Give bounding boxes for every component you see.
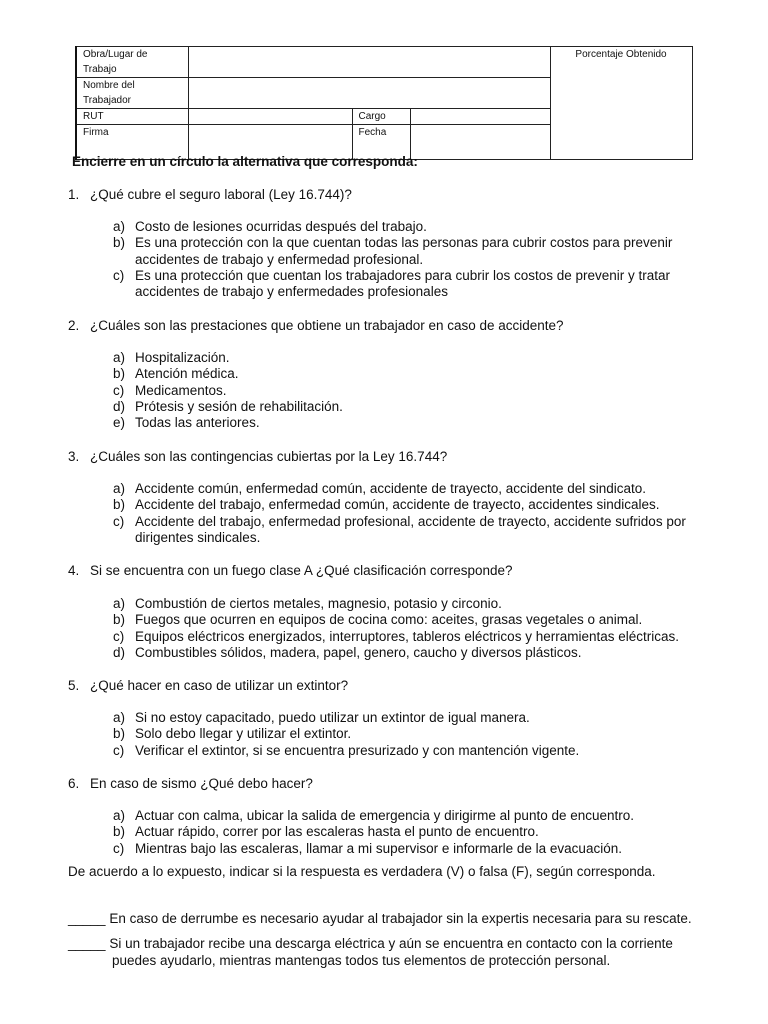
question-2 [68, 318, 564, 333]
answer-blank[interactable]: _____ [68, 936, 106, 951]
question-2-options [113, 350, 713, 431]
fecha-label: Fecha [352, 125, 410, 160]
question-text: ¿Cuáles son las prestaciones que obtiene un trabajador en caso de accidente? [90, 318, 564, 333]
option-a[interactable]: a) Costo de lesiones ocurridas después del trabajo. [113, 219, 427, 234]
cargo-label: Cargo [352, 109, 410, 125]
true-false-instruction: De acuerdo a lo expuesto, indicar si la respuesta es verdadera (V) o falsa (F), según corresponda. [68, 864, 656, 879]
option-c[interactable]: c) Equipos eléctricos energizados, interruptores, tableros eléctricos y herramientas eléctricas. [113, 628, 680, 644]
question-text: ¿Qué cubre el seguro laboral (Ley 16.744)? [90, 187, 352, 202]
question-number: 3. [68, 449, 80, 464]
option-c[interactable]: c) Es una protección que cuentan los trabajadores para cubrir los costos de prevenir y tratar accidentes de trabajo y enfermedades profesionales [113, 267, 671, 300]
option-a[interactable]: a) Actuar con calma, ubicar la salida de emergencia y dirigirme al punto de encuentro. [113, 808, 635, 823]
tf-item-2 [68, 935, 728, 969]
option-c[interactable]: c) Mientras bajo las escaleras, llamar a mi supervisor e informarle de la evacuación. [113, 840, 622, 856]
answer-blank[interactable]: _____ [68, 911, 106, 926]
statement-continuation: puedes ayudarlo, mientras mantengas todos tus elementos de protección personal. [112, 953, 611, 968]
question-4-options [113, 596, 713, 661]
question-number: 1. [68, 187, 80, 202]
cargo-field[interactable] [410, 109, 550, 125]
option-e[interactable]: e) Todas las anteriores. [113, 415, 260, 431]
option-a[interactable]: a) Combustión de ciertos metales, magnesio, potasio y circonio. [113, 596, 502, 611]
question-5-options [113, 710, 713, 759]
question-1 [68, 187, 352, 202]
question-number: 6. [68, 776, 80, 791]
question-number: 2. [68, 318, 80, 333]
option-a[interactable]: a) Accidente común, enfermedad común, accidente de trayecto, accidente del sindicato. [113, 481, 647, 496]
question-text: ¿Qué hacer en caso de utilizar un extintor? [90, 678, 349, 693]
question-4 [68, 563, 513, 578]
nombre-label: Nombre del Trabajador [76, 78, 188, 109]
question-text: En caso de sismo ¿Qué debo hacer? [90, 776, 313, 791]
question-5 [68, 678, 348, 693]
option-b[interactable]: b) Atención médica. [113, 366, 239, 382]
rut-label: RUT [76, 109, 188, 125]
option-a[interactable]: a) Hospitalización. [113, 350, 230, 365]
question-6 [68, 776, 313, 791]
question-number: 5. [68, 678, 80, 693]
fecha-field[interactable] [410, 125, 550, 160]
option-c[interactable]: c) Medicamentos. [113, 382, 227, 398]
option-b[interactable]: b) Accidente del trabajo, enfermedad común, accidente de trayecto, accidentes sindicales. [113, 497, 660, 513]
nombre-field[interactable] [188, 78, 550, 109]
option-b[interactable]: b) Solo debo llegar y utilizar el extintor. [113, 726, 352, 742]
option-d[interactable]: d) Prótesis y sesión de rehabilitación. [113, 398, 343, 414]
statement-text: Si un trabajador recibe una descarga eléctrica y aún se encuentra en contacto con la corriente [109, 936, 673, 951]
option-b[interactable]: b) Actuar rápido, correr por las escaleras hasta el punto de encuentro. [113, 824, 539, 840]
question-3 [68, 449, 447, 464]
question-text: Si se encuentra con un fuego clase A ¿Qué clasificación corresponde? [90, 563, 513, 578]
option-b[interactable]: b) Fuegos que ocurren en equipos de cocina como: aceites, grasas vegetales o animal. [113, 612, 643, 628]
question-number: 4. [68, 563, 80, 578]
obra-field[interactable] [188, 47, 550, 78]
tf-item-1 [68, 910, 728, 927]
option-c[interactable]: c) Accidente del trabajo, enfermedad profesional, accidente de trayecto, accidente sufridos por dirigentes sindicales. [113, 513, 686, 545]
question-text: ¿Cuáles son las contingencias cubiertas por la Ley 16.744? [90, 449, 448, 464]
porcentaje-label: Porcentaje Obtenido [550, 47, 692, 160]
option-a[interactable]: a) Si no estoy capacitado, puedo utilizar un extintor de igual manera. [113, 710, 530, 725]
option-d[interactable]: d) Combustibles sólidos, madera, papel, genero, caucho y diversos plásticos. [113, 644, 582, 660]
firma-label: Firma [76, 125, 188, 160]
instruction: Encierre en un círculo la alternativa que corresponda: [72, 154, 418, 169]
option-b[interactable]: b) Es una protección con la que cuentan todas las personas para cubrir costos para prevenir accidentes de trabajo y enfermedad profesional. [113, 235, 673, 267]
option-c[interactable]: c) Verificar el extintor, si se encuentra presurizado y con mantención vigente. [113, 742, 580, 758]
question-3-options [113, 481, 713, 546]
rut-field[interactable] [188, 109, 352, 125]
obra-label: Obra/Lugar de Trabajo [76, 47, 188, 78]
question-1-options [113, 219, 713, 300]
question-6-options [113, 808, 713, 857]
worker-info-table [75, 46, 693, 160]
statement-text: En caso de derrumbe es necesario ayudar al trabajador sin la expertis necesaria para su rescate. [109, 911, 692, 926]
